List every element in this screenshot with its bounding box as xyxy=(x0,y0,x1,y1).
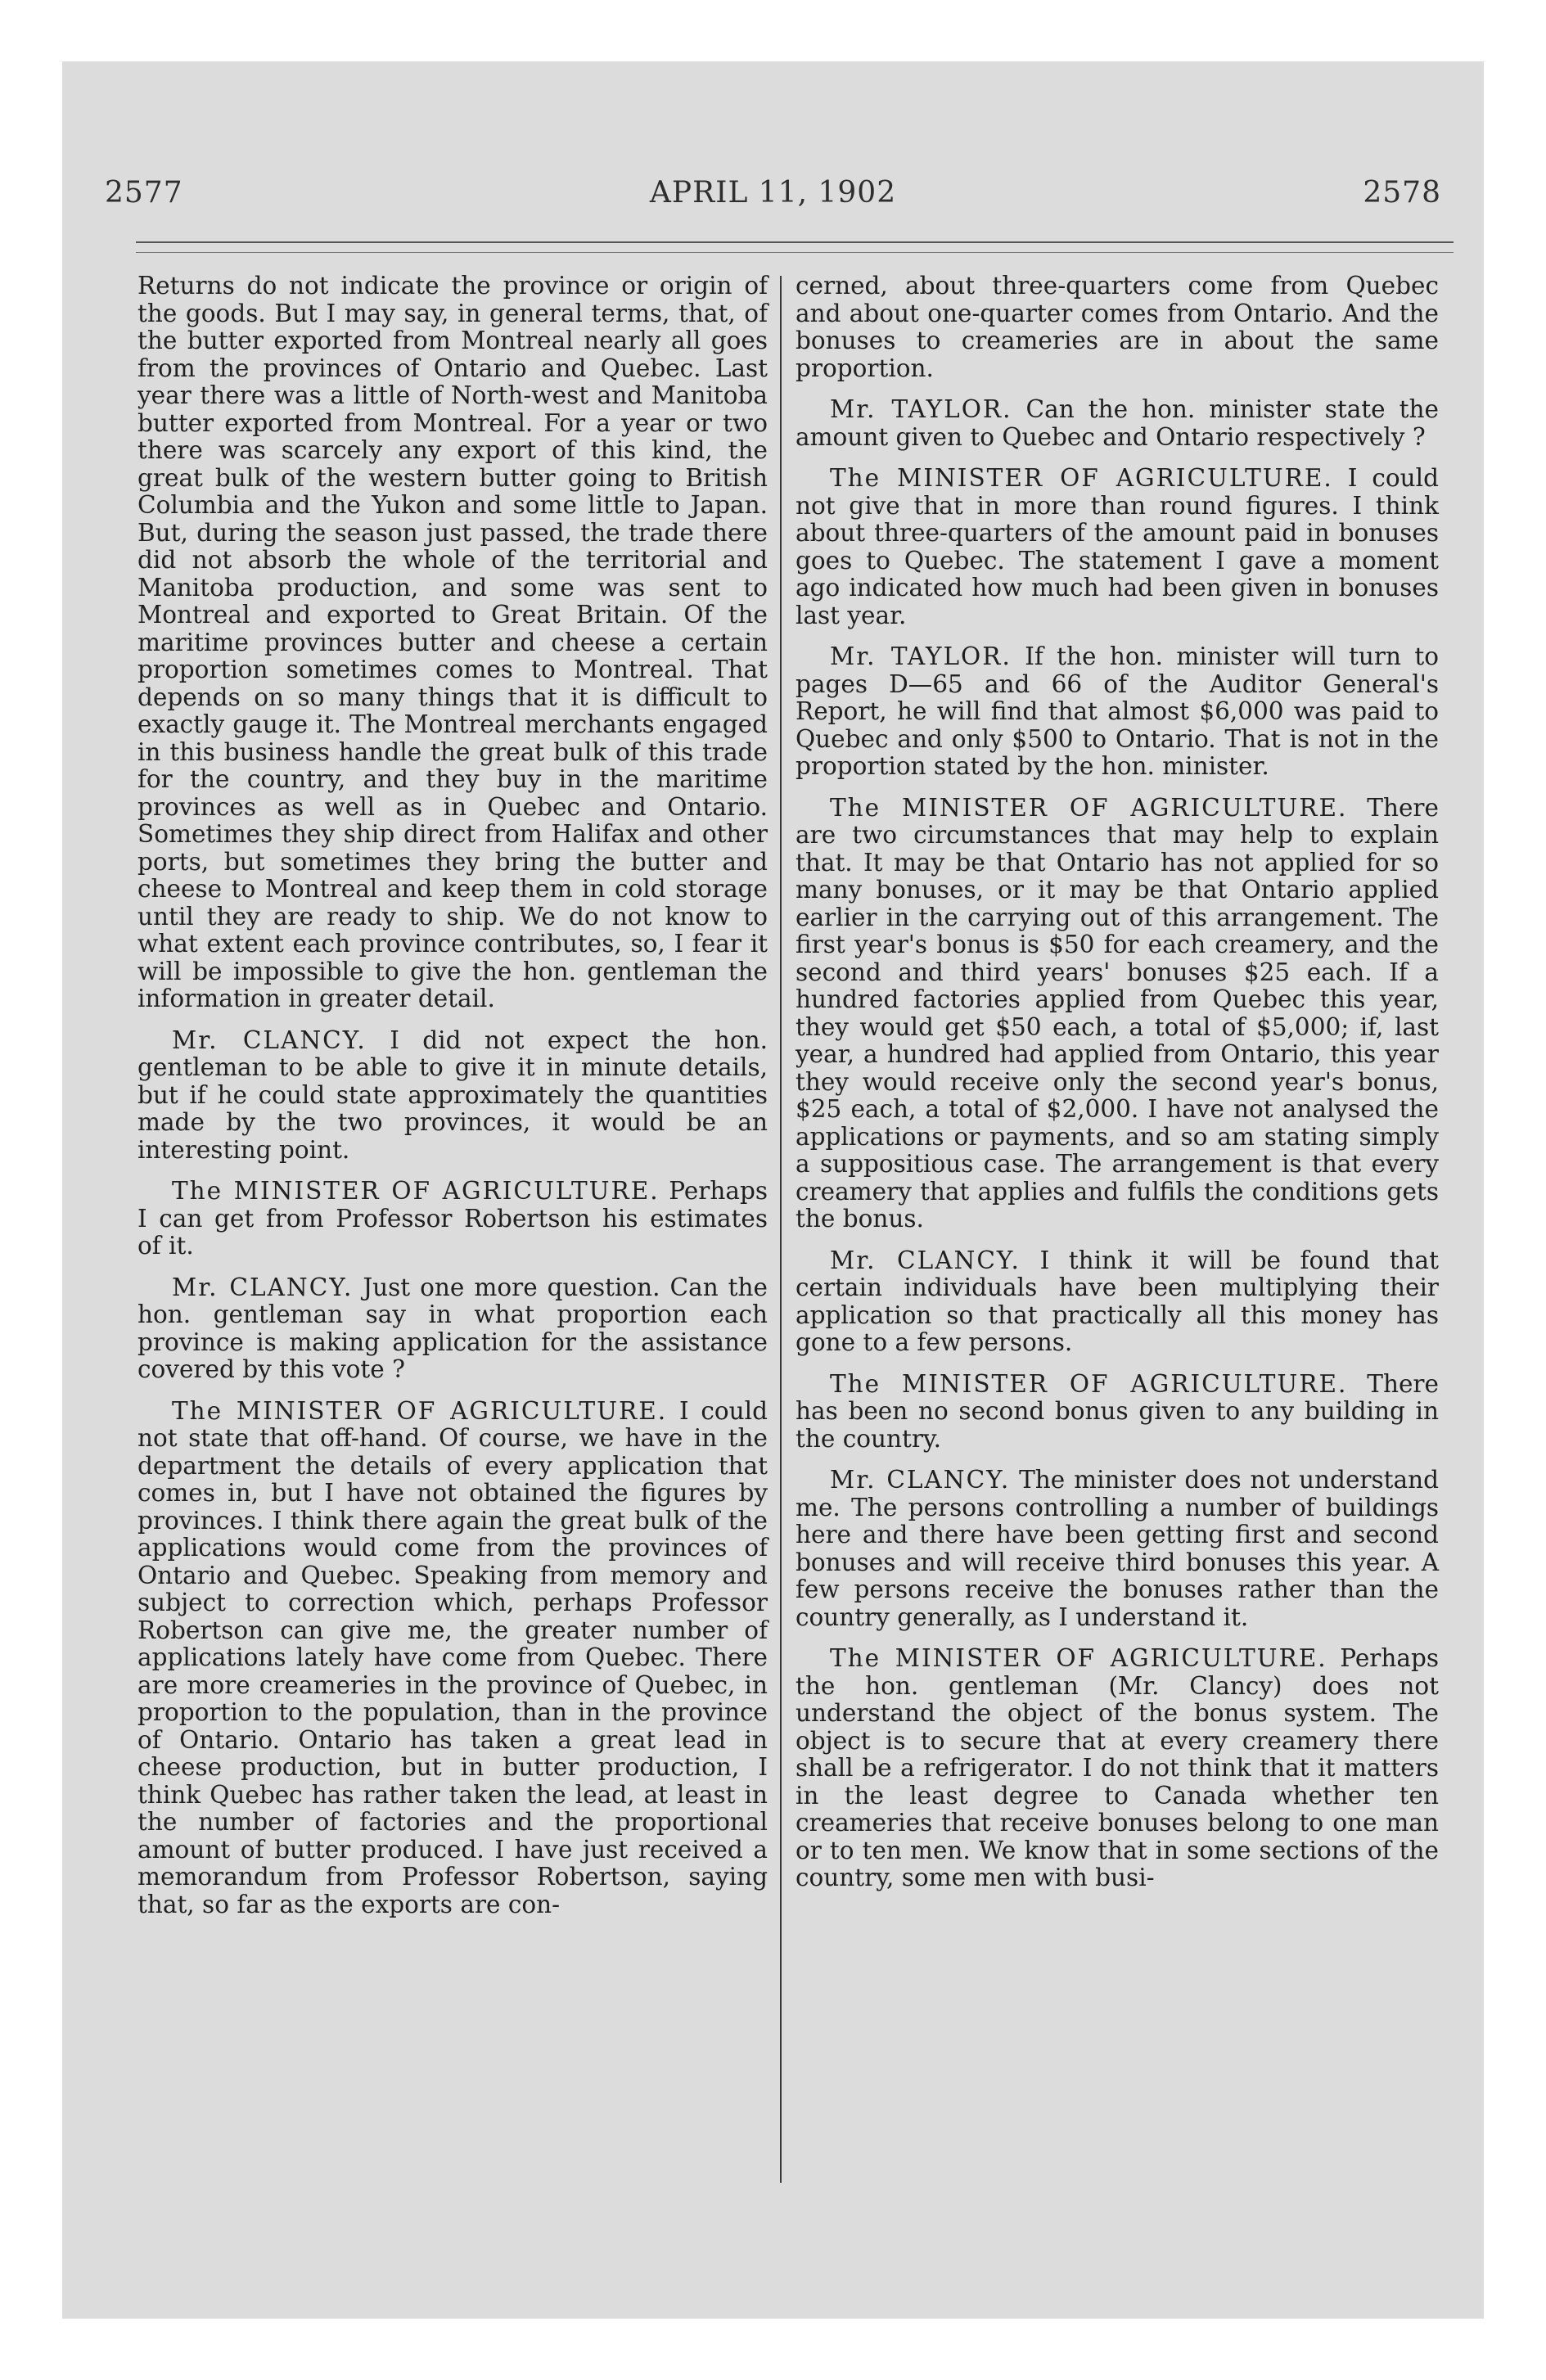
speaker: The MINISTER OF AGRICULTURE. xyxy=(172,1396,668,1425)
paragraph xyxy=(796,396,1439,451)
header-rule-thin xyxy=(136,252,1454,253)
paragraph xyxy=(137,1027,768,1165)
header-date: APRIL 11, 1902 xyxy=(649,176,897,210)
right-column xyxy=(796,273,1439,1906)
paragraph-text: There are two circumstances that may help to explain that. It may be that Ontario has not applied for so many bonuses, or it may be that Ontario applied earlier in the carrying out of this arrangement. The first year's bonus is $50 for each creamery, and the second and third years' bonuses $25 each. If a hundred factories applied from Quebec this year, they would get $50 each, a total of $5,000; if, last year, a hundred had applied from Ontario, this year they would receive only the second year's bonus, $25 each, a total of $2,000. I have not analysed the applications or payments, and so am stating simply a suppositious case. The arrangement is that every creamery that applies and fulfils the conditions gets the bonus. xyxy=(796,793,1439,1233)
speaker: The MINISTER OF AGRICULTURE. xyxy=(830,464,1333,492)
paragraph-text: If the hon. minister will turn to pages D—65 and 66 of the Auditor General's Report, he will find that almost $6,000 was paid to Quebec and only $500 to Ontario. That is not in the proportion stated by the hon. minister. xyxy=(796,642,1439,780)
speaker: Mr. CLANCY. xyxy=(172,1273,354,1301)
speaker: The MINISTER OF AGRICULTURE. xyxy=(172,1177,660,1205)
paragraph xyxy=(796,1645,1439,1892)
paragraph xyxy=(137,273,768,1013)
page-header xyxy=(62,176,1484,225)
paragraph-text: Can the hon. minister state the amount given to Quebec and Ontario respectively ? xyxy=(796,395,1439,451)
paragraph xyxy=(796,795,1439,1233)
paragraph-text: I could not state that off-hand. Of course, we have in the department the details of every application that comes in, but I have not obtained the figures by provinces. I think there again the great bulk of the applications would come from the provinces of Ontario and Quebec. Speaking from memory and subject to correction which, perhaps Professor Robertson can give me, the greater number of applications lately have come from Quebec. There are more creameries in the province of Quebec, in proportion to the population, than in the province of Ontario. Ontario has taken a great lead in cheese production, but in butter production, I think Quebec has rather taken the lead, at least in the number of factories and the proportional amount of butter produced. I have just received a memorandum from Professor Robertson, saying that, so far as the exports are con- xyxy=(137,1396,768,1918)
paragraph xyxy=(796,273,1439,382)
paragraph xyxy=(796,1247,1439,1357)
paragraph-text: Returns do not indicate the province or origin of the goods. But I may say, in general terms, that, of the butter exported from Montreal nearly all goes from the provinces of Ontario and Quebec. Last year there was a little of North-west and Manitoba butter exported from Montreal. For a year or two there was scarcely any export of this kind, the great bulk of the western butter going to British Columbia and the Yukon and some little to Japan. But, during the season just passed, the trade there did not absorb the whole of the territorial and Manitoba production, and some was sent to Montreal and exported to Great Britain. Of the maritime provinces butter and cheese a certain proportion sometimes comes to Montreal. That depends on so many things that it is difficult to exactly gauge it. The Montreal merchants engaged in this business handle the great bulk of this trade for the country, and they buy in the maritime provinces as well as in Quebec and Ontario. Sometimes they ship direct from Halifax and other ports, but sometimes they bring the butter and cheese to Montreal and keep them in cold storage until they are ready to ship. We do not know to what extent each province contributes, so, I fear it will be impossible to give the hon. gentleman the information in greater detail. xyxy=(137,272,768,1012)
paragraph-text: I think it will be found that certain individuals have been multiplying their application so that practically all this money has gone to a few persons. xyxy=(796,1246,1439,1356)
paragraph-text: Perhaps the hon. gentleman (Mr. Clancy) does not understand the object of the bonus system. The object is to secure that at every creamery there shall be a refrigerator. I do not think that it matters in the least degree to Canada whether ten creameries that receive bonuses belong to one man or to ten men. We know that in some sections of the country, some men with busi- xyxy=(796,1644,1439,1891)
paragraph xyxy=(796,1371,1439,1454)
paragraph xyxy=(137,1398,768,1919)
paragraph-text: There has been no second bonus given to any building in the country. xyxy=(796,1369,1439,1453)
page-number-right: 2578 xyxy=(1363,176,1441,210)
paragraph-text: cerned, about three-quarters come from Quebec and about one-quarter comes from Ontario. And the bonuses to creameries are in about the same proportion. xyxy=(796,272,1439,382)
paragraph xyxy=(796,1467,1439,1631)
header-rule xyxy=(136,241,1454,243)
paragraph xyxy=(796,465,1439,629)
speaker: Mr. CLANCY. xyxy=(830,1466,1011,1494)
speaker: Mr. CLANCY. xyxy=(830,1246,1021,1274)
page-number-left: 2577 xyxy=(105,176,183,210)
speaker: The MINISTER OF AGRICULTURE. xyxy=(830,793,1348,822)
scanned-page xyxy=(62,61,1484,2319)
paragraph-text: The minister does not understand me. The persons controlling a number of buildings here and there have been getting first and second bonuses and will receive third bonuses this year. A few persons receive the bonuses rather than the country generally, as I understand it. xyxy=(796,1466,1439,1631)
paragraph-text: I could not give that in more than round figures. I think about three-quarters of the amount paid in bonuses goes to Quebec. The statement I gave a moment ago indicated how much had been given in bonuses last year. xyxy=(796,464,1439,629)
column-divider xyxy=(780,276,782,2183)
speaker: Mr. TAYLOR. xyxy=(830,642,1012,670)
paragraph-text: I did not expect the hon. gentleman to be able to give it in minute details, but if he could state approximately the quantities made by the two provinces, it would be an interesting point. xyxy=(137,1025,768,1164)
speaker: The MINISTER OF AGRICULTURE. xyxy=(830,1644,1327,1672)
paragraph-text: Perhaps I can get from Professor Robertson his estimates of it. xyxy=(137,1177,768,1260)
paragraph xyxy=(796,643,1439,781)
speaker: Mr. CLANCY. xyxy=(172,1025,367,1054)
left-column xyxy=(137,273,768,1932)
paragraph-text: Just one more question. Can the hon. gentleman say in what proportion each province is making application for the assistance covered by this vote ? xyxy=(137,1273,768,1383)
speaker: Mr. TAYLOR. xyxy=(830,395,1012,423)
speaker: The MINISTER OF AGRICULTURE. xyxy=(830,1369,1348,1398)
paragraph xyxy=(137,1178,768,1260)
paragraph xyxy=(137,1274,768,1384)
